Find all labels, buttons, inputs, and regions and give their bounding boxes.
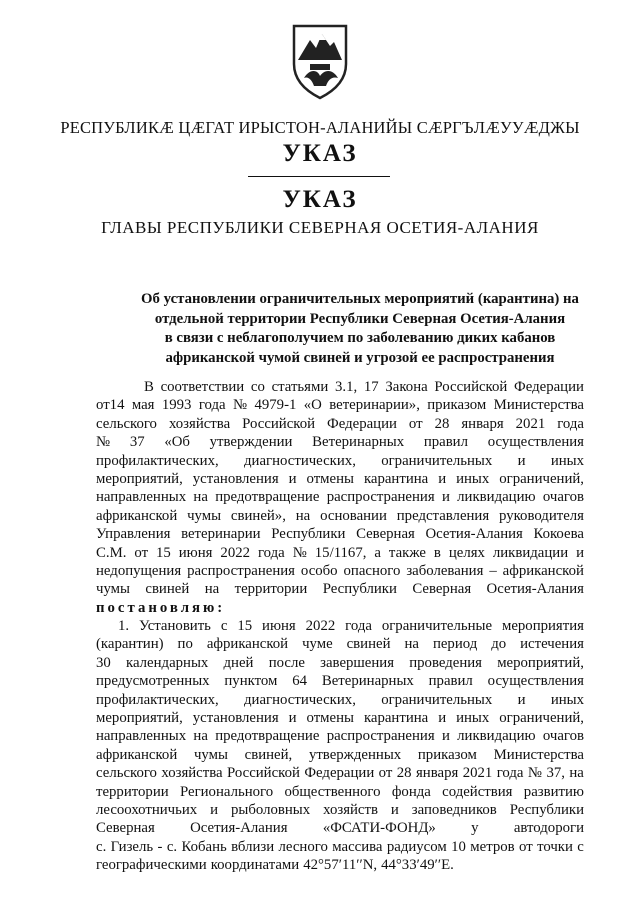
body-word: в (433, 544, 441, 561)
body-word: ограничений, (499, 470, 584, 487)
body-word: ограничений, (499, 710, 584, 727)
body-word: карантина (363, 470, 429, 487)
body-word: предусмотренных (96, 673, 210, 690)
body-word: мероприятий, (96, 470, 183, 487)
body-word: ограничительных (381, 691, 493, 708)
body-word: сельского (96, 765, 157, 782)
body-word: ветеринарии», (329, 397, 420, 414)
body-word: и (288, 710, 297, 727)
body-word: африканской (502, 562, 584, 579)
body-word: осуществления (487, 673, 584, 690)
body-word: период (432, 636, 478, 653)
title-line: в связи с неблагополучием по заболеванию диких кабанов (164, 330, 556, 347)
body-line (96, 783, 584, 801)
body-line (96, 507, 584, 525)
body-word: Регионального (179, 783, 274, 800)
body-word: 2021 (515, 415, 546, 432)
body-word: № (96, 434, 111, 451)
body-line (96, 488, 584, 506)
body-word: свиней (346, 636, 391, 653)
body-word: представления (396, 507, 490, 524)
body-word: 37, (546, 765, 565, 782)
body-word: профилактических, (96, 691, 219, 708)
body-line (96, 562, 584, 580)
body-line (96, 727, 584, 745)
body-word: года (345, 618, 372, 635)
body-word: недопущения (96, 562, 182, 579)
body-word: года (257, 544, 285, 561)
body-word: а (374, 544, 381, 561)
body-word: распространения (326, 728, 435, 745)
body-word: на (404, 636, 419, 653)
body-word: с (577, 838, 584, 855)
body-word: 15 (237, 618, 253, 635)
body-word: Закона (385, 379, 428, 395)
body-word: у (471, 820, 479, 837)
body-word: и (288, 470, 297, 487)
body-line (96, 525, 584, 543)
body-word: 1993 (161, 397, 192, 414)
body-word: содействия (442, 783, 513, 800)
body-word: истечения (520, 636, 584, 653)
body-word: 4979-1 (254, 397, 297, 414)
body-word: Министерства (493, 746, 584, 763)
body-word: заболевания (406, 562, 484, 579)
body-word: карантина (363, 710, 429, 727)
body-word: от (134, 544, 149, 561)
body-word: Северная (96, 820, 155, 837)
body-word: 28 (434, 415, 450, 432)
body-word: на (295, 507, 311, 524)
body-word: с (220, 618, 228, 635)
body-word: (карантин) (96, 636, 164, 653)
body-word: дней (223, 654, 254, 671)
body-word: Ветеринарных (321, 673, 414, 690)
body-word: африканской (96, 507, 178, 524)
body-word: распространения (187, 562, 295, 579)
body-word: ликвидацию (457, 728, 536, 745)
body-word: календарных (126, 654, 209, 671)
body-word: 30 (96, 654, 111, 671)
body-word: после (268, 654, 305, 671)
body-word: и (438, 470, 447, 487)
body-word: правил (423, 434, 468, 451)
body-word: 15 (156, 544, 171, 561)
body-word: опасного (343, 562, 401, 579)
ukaz-title-russian: УКАЗ (282, 186, 358, 213)
body-word: Российской (434, 379, 508, 395)
body-line (96, 470, 584, 488)
body-word: сельского (96, 415, 157, 432)
body-word: отмены (306, 710, 354, 727)
body-word: свиней (145, 581, 190, 598)
body-word: января (415, 765, 459, 782)
body-word: со (250, 379, 265, 395)
body-word: хозяйств (323, 801, 378, 818)
body-word: № (527, 765, 543, 782)
body-word: 64 (292, 673, 308, 690)
body-word: направленных (96, 489, 187, 506)
body-word: и (210, 801, 219, 818)
body-word: метров (470, 838, 515, 855)
body-word: осуществления (487, 434, 584, 451)
body-word: с. (166, 838, 178, 855)
body-word: диагностических, (244, 691, 356, 708)
body-word: 15/1167, (314, 544, 367, 561)
body-word: координатами (210, 857, 300, 874)
body-word: статьями (271, 379, 329, 395)
body-word: точки (537, 838, 573, 855)
body-word: Гизель (110, 838, 154, 855)
body-word: Осетия-Алания (190, 820, 288, 837)
body-line (96, 396, 584, 414)
body-word: года (496, 765, 524, 782)
body-word: июня (262, 618, 296, 635)
body-word: территории (234, 581, 308, 598)
body-word: «О (303, 397, 322, 414)
body-word: приказом (417, 746, 477, 763)
body-word: с. (96, 838, 107, 855)
body-word: 3.1, (334, 379, 358, 395)
body-word: мая (131, 397, 155, 414)
body-word: Кобань (181, 838, 227, 855)
body-word: Кокоева (533, 526, 584, 543)
body-word: предотвращение (215, 489, 320, 506)
divider-line (248, 176, 390, 177)
body-word: заповедников (411, 801, 497, 818)
body-word: Северная (412, 581, 472, 598)
body-word: хозяйства (161, 765, 223, 782)
body-word: Республики (271, 526, 346, 543)
body-word: июня (178, 544, 213, 561)
body-word: лесного (278, 838, 328, 855)
title-line: африканской чумой свиней и угрозой ее распространения (165, 349, 555, 366)
body-word: рыболовных (231, 801, 311, 818)
coat-of-arms-emblem (288, 20, 352, 100)
header-ossetian: РЕСПУБЛИКӔ ЦӔГАТ ИРЫСТОН-АЛАНИЙЫ СӔРГЪЛӔУУӔДЖЫ (60, 118, 580, 137)
body-word: утверждении (209, 434, 293, 451)
body-word: ветеринарии (181, 526, 261, 543)
body-line (96, 746, 584, 764)
decree-body-text (96, 378, 584, 875)
body-word: развитию (523, 783, 584, 800)
body-word: иных (456, 470, 490, 487)
body-line (96, 764, 584, 782)
body-word: и (517, 691, 526, 708)
body-word: руководителя (499, 507, 584, 524)
body-word: на (569, 765, 584, 782)
body-word: свиней, (244, 746, 293, 763)
body-line (96, 415, 584, 433)
body-word: очагов (542, 728, 584, 745)
body-word: ограничительных (381, 452, 493, 469)
body-word: 2022 (220, 544, 251, 561)
body-word: 2022 (305, 618, 336, 635)
body-word: от (378, 765, 393, 782)
title-line: отдельной территории Республики Северная Осетия-Алания (154, 310, 566, 327)
body-word: мероприятий, (96, 710, 183, 727)
body-word: утвержденных (308, 746, 402, 763)
body-word: мероприятий, (497, 654, 584, 671)
ukaz-title-ossetian: УКАЗ (282, 140, 358, 167)
body-word: пунктом (224, 673, 278, 690)
body-word: января (461, 415, 504, 432)
body-word: очагов (542, 489, 584, 506)
body-line (96, 691, 584, 709)
body-word: года (198, 397, 226, 414)
body-word: «Об (164, 434, 190, 451)
body-word: Установить (139, 618, 211, 635)
body-word: целях (448, 544, 485, 561)
body-word: радиусом (386, 838, 447, 855)
body-line (96, 433, 584, 451)
body-word: на (193, 728, 208, 745)
body-line (96, 819, 584, 837)
body-word: на (204, 581, 220, 598)
body-line (96, 654, 584, 672)
body-word: приказом (427, 397, 487, 414)
body-word: завершения (320, 654, 395, 671)
body-word: африканской (96, 746, 178, 763)
body-line (96, 856, 584, 874)
body-line (96, 709, 584, 727)
body-word: общественного (284, 783, 381, 800)
body-word: 17 (363, 379, 379, 395)
body-word: Северная (356, 526, 415, 543)
body-word: от (408, 415, 423, 432)
body-word: чумы (96, 581, 130, 598)
body-word: лесоохотничьих (96, 801, 198, 818)
body-word: вблизи (231, 838, 275, 855)
body-word: «ФСАТИ-ФОНД» (322, 820, 436, 837)
body-word: ликвидации (492, 544, 569, 561)
body-word: Федерации (327, 415, 397, 432)
body-word: и (576, 544, 584, 561)
body-line (96, 801, 584, 819)
body-word: и (390, 801, 399, 818)
body-word: иных (550, 691, 584, 708)
body-word: иных (550, 452, 584, 469)
body-word: Осетия-Алания (425, 526, 523, 543)
body-word: № (292, 544, 307, 561)
body-word: 1. (118, 618, 130, 635)
body-word: правил (428, 673, 473, 690)
body-word: автодороги (513, 820, 584, 837)
body-word: 44°33′49′′E. (381, 857, 454, 874)
body-word: и (517, 452, 526, 469)
body-word: отмены (306, 470, 354, 487)
body-word: чуме (302, 636, 333, 653)
body-word: Управления (96, 526, 171, 543)
body-word: африканской (206, 636, 289, 653)
body-word: № (232, 397, 248, 414)
body-word: 2021 (462, 765, 493, 782)
body-word: чумы (187, 507, 222, 524)
body-word: – (489, 562, 497, 579)
body-word: Республики (509, 801, 584, 818)
body-line (96, 838, 584, 856)
body-word: года (557, 415, 584, 432)
body-word: географическими (96, 857, 207, 874)
body-word: массива (332, 838, 383, 855)
body-word: и (441, 728, 450, 745)
body-word: Федерации (304, 765, 375, 782)
body-word: С.М. (96, 544, 127, 561)
body-word: фонда (391, 783, 431, 800)
body-word: Российской (227, 765, 300, 782)
body-word: Республики (322, 581, 397, 598)
body-word: 37 (129, 434, 145, 451)
body-word: хозяйства (168, 415, 231, 432)
body-word: по (177, 636, 193, 653)
body-word: территории (96, 783, 169, 800)
body-word: соответствии (160, 379, 245, 395)
body-word: диагностических, (244, 452, 356, 469)
body-line (96, 599, 584, 617)
header-russian: ГЛАВЫ РЕСПУБЛИКИ СЕВЕРНАЯ ОСЕТИЯ-АЛАНИЯ (101, 218, 539, 237)
body-word: установления (192, 470, 279, 487)
title-line: Об установлении ограничительных мероприятий (карантина) на (141, 291, 579, 307)
body-line (96, 544, 584, 562)
body-word: особо (300, 562, 338, 579)
body-line (96, 378, 584, 396)
body-word: также (388, 544, 426, 561)
body-word: чумы (193, 746, 228, 763)
body-word: ликвидацию (457, 489, 536, 506)
body-word: Министерства (493, 397, 584, 414)
body-word: В (144, 379, 154, 395)
body-word: и (438, 710, 447, 727)
body-word: 42°57′11′′N, (303, 857, 378, 874)
body-word: от14 (96, 397, 125, 414)
body-word: постановляю: (96, 599, 226, 616)
body-line (96, 617, 584, 635)
body-word: Федерации (514, 379, 584, 395)
body-line (96, 672, 584, 690)
body-word: Российской (242, 415, 316, 432)
body-word: установления (192, 710, 279, 727)
body-word: мероприятия (501, 618, 584, 635)
body-word: ограничительные (381, 618, 493, 635)
body-word: 10 (451, 838, 466, 855)
body-word: направленных (96, 728, 187, 745)
decree-subject-title (120, 290, 600, 368)
body-line (96, 580, 584, 598)
body-word: - (157, 838, 163, 855)
body-word: до (491, 636, 507, 653)
body-word: распространения (326, 489, 435, 506)
body-word: проведения (409, 654, 482, 671)
body-word: от (519, 838, 533, 855)
body-line (96, 635, 584, 653)
body-line (96, 452, 584, 470)
body-word: свиней», (230, 507, 286, 524)
body-word: Осетия-Алания (486, 581, 584, 598)
body-word: основании (320, 507, 387, 524)
body-word: на (193, 489, 208, 506)
body-word: иных (456, 710, 490, 727)
body-word: предотвращение (215, 728, 320, 745)
body-word: Ветеринарных (312, 434, 405, 451)
body-word: 28 (396, 765, 412, 782)
body-word: и (441, 489, 450, 506)
body-word: профилактических, (96, 452, 219, 469)
